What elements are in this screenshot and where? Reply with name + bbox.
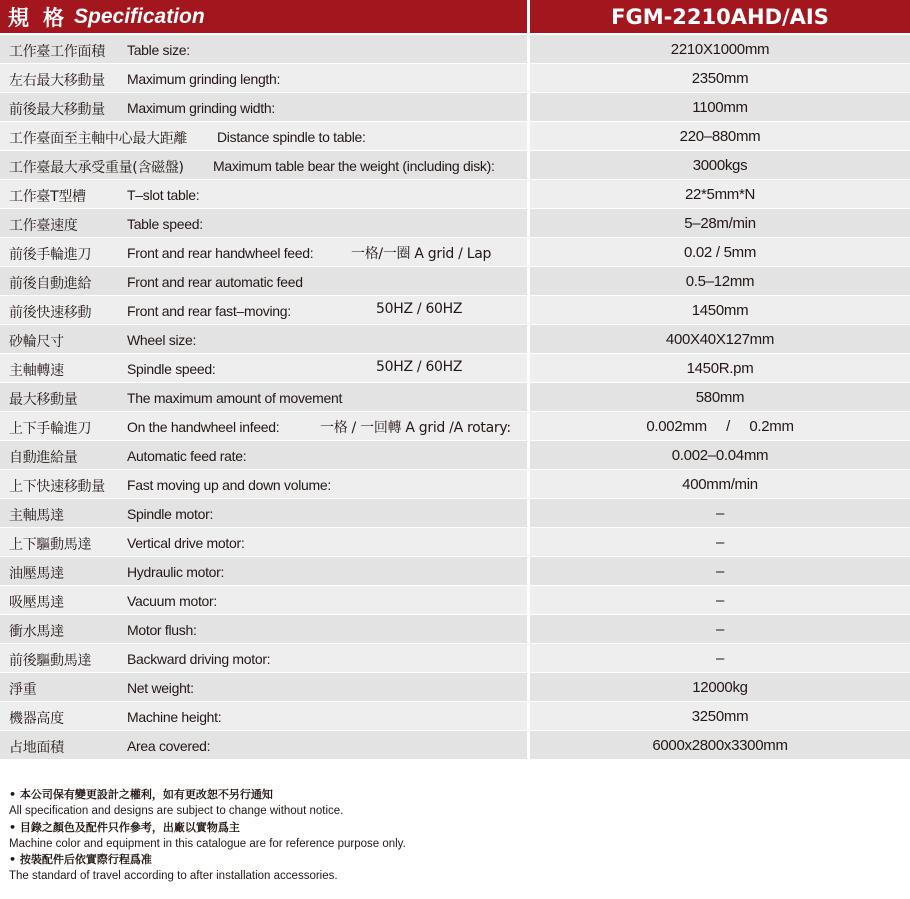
table-row xyxy=(0,383,910,412)
spec-value: 1450R.pm xyxy=(530,354,910,382)
spec-label-english: Machine height: xyxy=(127,709,222,725)
spec-label-chinese: 砂輪尺寸 xyxy=(9,334,64,350)
note-chinese: • 本公司保有變更設計之權利，如有更改恕不另行通知 xyxy=(9,788,273,801)
spec-label-cell xyxy=(0,296,527,324)
spec-header xyxy=(0,0,910,33)
table-row xyxy=(0,151,910,180)
spec-label-english: Front and rear automatic feed xyxy=(127,274,303,290)
spec-label-cell xyxy=(0,238,527,266)
spec-value: 220–880mm xyxy=(530,122,910,150)
spec-label-english: Maximum grinding length: xyxy=(127,71,281,87)
spec-label-chinese: 衝水馬達 xyxy=(9,624,64,640)
spec-label-cell xyxy=(0,673,527,701)
spec-label-english: Net weight: xyxy=(127,680,194,696)
spec-value: – xyxy=(530,499,910,527)
spec-value: 0.5–12mm xyxy=(530,267,910,295)
spec-label-english: Wheel size: xyxy=(127,332,197,348)
spec-label-cell xyxy=(0,151,527,179)
table-row xyxy=(0,499,910,528)
spec-label-english: Automatic feed rate: xyxy=(127,448,247,464)
spec-label-english: Maximum table bear the weight (including disk): xyxy=(213,158,495,174)
spec-value: 0.002–0.04mm xyxy=(530,441,910,469)
note-english: The standard of travel according to after installation accessories. xyxy=(9,870,338,883)
table-row xyxy=(0,238,910,267)
table-row xyxy=(0,441,910,470)
spec-label-english: Maximum grinding width: xyxy=(127,100,275,116)
note-english: Machine color and equipment in this catalogue are for reference purpose only. xyxy=(9,837,406,850)
table-row xyxy=(0,267,910,296)
spec-label-cell xyxy=(0,35,527,63)
spec-label-cell xyxy=(0,557,527,585)
table-row xyxy=(0,586,910,615)
spec-label-english: Distance spindle to table: xyxy=(217,129,366,145)
spec-label-note: 50HZ / 60HZ xyxy=(376,301,463,317)
spec-value: 2350mm xyxy=(530,64,910,92)
spec-label-cell xyxy=(0,702,527,730)
spec-label-cell xyxy=(0,267,527,295)
spec-label-english: Front and rear fast–moving: xyxy=(127,303,291,319)
spec-label-cell xyxy=(0,209,527,237)
spec-label-chinese: 最大移動量 xyxy=(9,392,78,408)
spec-label-cell xyxy=(0,383,527,411)
spec-label-chinese: 油壓馬達 xyxy=(9,566,64,582)
table-row xyxy=(0,528,910,557)
table-row xyxy=(0,644,910,673)
spec-label-english: Spindle speed: xyxy=(127,361,216,377)
spec-label-chinese: 工作臺最大承受重量(含磁盤) xyxy=(9,160,184,176)
spec-label-chinese: 占地面積 xyxy=(9,740,64,756)
spec-table xyxy=(0,35,910,760)
spec-label-chinese: 自動進給量 xyxy=(9,450,78,466)
spec-label-cell xyxy=(0,64,527,92)
spec-label-chinese: 工作臺T型槽 xyxy=(9,189,86,205)
table-row xyxy=(0,702,910,731)
footnotes xyxy=(9,787,406,885)
note-chinese: • 目錄之顏色及配件只作參考，出廠以實物爲主 xyxy=(9,820,240,834)
spec-value: 580mm xyxy=(530,383,910,411)
table-row xyxy=(0,470,910,499)
spec-value: 5–28m/min xyxy=(530,209,910,237)
spec-label-cell xyxy=(0,586,527,614)
spec-label-cell xyxy=(0,528,527,556)
spec-value: 400mm/min xyxy=(530,470,910,498)
spec-label-chinese: 主軸馬達 xyxy=(9,508,64,524)
spec-label-english: Backward driving motor: xyxy=(127,651,271,667)
table-row xyxy=(0,122,910,151)
spec-label-note: 一格 / 一回轉 A grid /A rotary: xyxy=(320,420,511,436)
table-row xyxy=(0,93,910,122)
spec-label-english: Motor flush: xyxy=(127,622,197,638)
title-chinese: 規格 xyxy=(8,5,78,30)
spec-value: 2210X1000mm xyxy=(530,35,910,63)
spec-label-chinese: 機器高度 xyxy=(9,711,64,727)
spec-label-chinese: 左右最大移動量 xyxy=(9,73,105,89)
spec-label-cell xyxy=(0,441,527,469)
spec-value: 1450mm xyxy=(530,296,910,324)
spec-label-cell xyxy=(0,325,527,353)
spec-label-chinese: 吸壓馬達 xyxy=(9,595,64,611)
spec-value: 12000kg xyxy=(530,673,910,701)
spec-label-english: Fast moving up and down volume: xyxy=(127,477,331,493)
spec-label-chinese: 工作臺速度 xyxy=(9,218,78,234)
spec-label-cell xyxy=(0,354,527,382)
spec-value: – xyxy=(530,528,910,556)
spec-label-chinese: 前後驅動馬達 xyxy=(9,653,92,669)
spec-value: – xyxy=(530,586,910,614)
spec-label-chinese: 主軸轉速 xyxy=(9,363,64,379)
note-english: All specification and designs are subject to change without notice. xyxy=(9,805,344,818)
spec-label-cell xyxy=(0,644,527,672)
spec-label-note: 50HZ / 60HZ xyxy=(376,359,463,375)
spec-label-chinese: 前後自動進給 xyxy=(9,276,92,292)
spec-value: 1100mm xyxy=(530,93,910,121)
table-row xyxy=(0,209,910,238)
spec-label-english: Front and rear handwheel feed: xyxy=(127,245,314,261)
spec-label-english: Hydraulic motor: xyxy=(127,564,225,580)
spec-label-cell xyxy=(0,122,527,150)
spec-label-cell xyxy=(0,731,527,759)
table-row xyxy=(0,731,910,760)
spec-label-cell xyxy=(0,499,527,527)
table-row xyxy=(0,354,910,383)
table-row xyxy=(0,412,910,441)
spec-label-cell xyxy=(0,412,527,440)
spec-value: 3250mm xyxy=(530,702,910,730)
spec-label-english: Area covered: xyxy=(127,738,211,754)
spec-value: – xyxy=(530,557,910,585)
spec-label-cell xyxy=(0,93,527,121)
spec-label-english: Table speed: xyxy=(127,216,203,232)
spec-label-chinese: 上下驅動馬達 xyxy=(9,537,92,553)
spec-label-chinese: 淨重 xyxy=(9,682,37,698)
table-row xyxy=(0,325,910,354)
spec-label-cell xyxy=(0,615,527,643)
spec-value: 22*5mm*N xyxy=(530,180,910,208)
spec-label-note: 一格/一圈 A grid / Lap xyxy=(351,246,492,262)
table-row xyxy=(0,557,910,586)
spec-value: 400X40X127mm xyxy=(530,325,910,353)
table-row xyxy=(0,615,910,644)
spec-label-chinese: 前後最大移動量 xyxy=(9,102,105,118)
spec-label-chinese: 工作臺面至主軸中心最大距離 xyxy=(9,131,188,147)
spec-value: 3000kgs xyxy=(530,151,910,179)
spec-label-english: On the handwheel infeed: xyxy=(127,419,280,435)
spec-value: 6000x2800x3300mm xyxy=(530,731,910,759)
spec-label-cell xyxy=(0,470,527,498)
spec-label-chinese: 工作臺工作面積 xyxy=(9,44,105,60)
table-row xyxy=(0,296,910,325)
spec-label-english: Table size: xyxy=(127,42,190,58)
spec-label-chinese: 前後手輪進刀 xyxy=(9,247,92,263)
table-row xyxy=(0,673,910,702)
model-name: FGM-2210AHD/AIS xyxy=(530,0,910,33)
spec-value: – xyxy=(530,644,910,672)
spec-label-chinese: 上下手輪進刀 xyxy=(9,421,92,437)
table-row xyxy=(0,35,910,64)
spec-label-chinese: 前後快速移動 xyxy=(9,305,92,321)
spec-value: 0.02 / 5mm xyxy=(530,238,910,266)
spec-value: 0.002mm / 0.2mm xyxy=(530,412,910,440)
table-row xyxy=(0,180,910,209)
note-chinese: • 按裝配件后依實際行程爲准 xyxy=(9,853,152,867)
spec-label-english: The maximum amount of movement xyxy=(127,390,343,406)
spec-label-chinese: 上下快速移動量 xyxy=(9,479,105,495)
spec-label-english: Vacuum motor: xyxy=(127,593,217,609)
table-row xyxy=(0,64,910,93)
title-english: Specification xyxy=(74,4,205,28)
spec-label-english: Vertical drive motor: xyxy=(127,535,245,551)
spec-value: – xyxy=(530,615,910,643)
spec-title-bar xyxy=(0,0,527,33)
spec-label-english: T–slot table: xyxy=(127,187,200,203)
spec-label-english: Spindle motor: xyxy=(127,506,214,522)
spec-label-cell xyxy=(0,180,527,208)
